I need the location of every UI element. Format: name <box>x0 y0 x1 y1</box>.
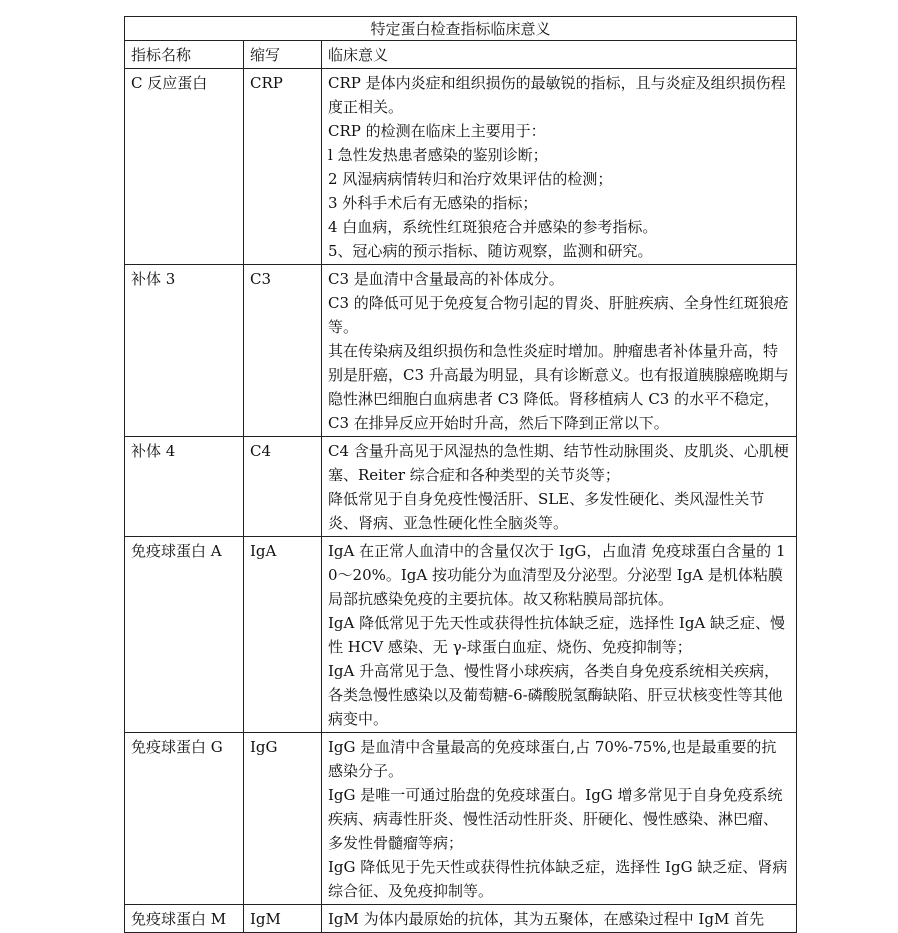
significance-paragraph: 5、冠心病的预示指标、随访观察，监测和研究。 <box>328 242 653 260</box>
significance-paragraph: IgM 为体内最原始的抗体，其为五聚体，在感染过程中 IgM 首先 <box>328 910 765 928</box>
significance-paragraph: 4 白血病，系统性红斑狼疮合并感染的参考指标。 <box>328 218 658 236</box>
table-row <box>125 733 797 905</box>
significance-paragraph: 降低常见于自身免疫性慢活肝、SLE、多发性硬化、类风湿性关节炎、肾病、亚急性硬化性全脑炎等。 <box>328 490 765 532</box>
significance-paragraph: C3 是血清中含量最高的补体成分。 <box>328 270 564 288</box>
significance-paragraph: l 急性发热患者感染的鉴别诊断； <box>328 146 548 164</box>
abbreviation-cell: IgA <box>244 537 322 733</box>
table-title: 特定蛋白检查指标临床意义 <box>125 17 797 41</box>
indicator-name-cell: 免疫球蛋白 G <box>125 733 244 905</box>
header-indicator-name: 指标名称 <box>125 41 244 69</box>
significance-paragraph: IgG 降低见于先天性或获得性抗体缺乏症，选择性 IgG 缺乏症、肾病综合征、及免疫抑制等。 <box>328 858 788 900</box>
significance-paragraph: CRP 是体内炎症和组织损伤的最敏锐的指标，且与炎症及组织损伤程度正相关。 <box>328 74 786 116</box>
table-row <box>125 437 797 537</box>
significance-paragraph: IgA 在正常人血清中的含量仅次于 IgG，占血清 免疫球蛋白含量的 10～20%。IgA 按功能分为血清型及分泌型。分泌型 IgA 是机体粘膜局部抗感染免疫的主要抗体。故又称粘膜局部抗体。 <box>328 542 786 608</box>
significance-paragraph: IgG 是唯一可通过胎盘的免疫球蛋白。IgG 增多常见于自身免疫系统疾病、病毒性肝炎、慢性活动性肝炎、肝硬化、慢性感染、淋巴瘤、多发性骨髓瘤等病； <box>328 786 783 852</box>
significance-paragraph: IgG 是血清中含量最高的免疫球蛋白,占 70%-75%,也是最重要的抗感染分子。 <box>328 738 777 780</box>
abbreviation-cell: C3 <box>244 265 322 437</box>
indicator-name-cell: 免疫球蛋白 M <box>125 905 244 933</box>
table-row <box>125 69 797 265</box>
significance-paragraph: IgA 降低常见于先天性或获得性抗体缺乏症，选择性 IgA 缺乏症、慢性 HCV 感染、无 γ-球蛋白血症、烧伤、免疫抑制等； <box>328 614 786 656</box>
indicator-name-cell: 补体 3 <box>125 265 244 437</box>
significance-paragraph: C3 的降低可见于免疫复合物引起的胃炎、肝脏疾病、全身性红斑狼疮等。 <box>328 294 789 336</box>
abbreviation-cell: IgM <box>244 905 322 933</box>
title-row <box>125 17 797 41</box>
clinical-significance-cell <box>322 69 797 265</box>
significance-paragraph: IgA 升高常见于急、慢性肾小球疾病，各类自身免疫系统相关疾病，各类急慢性感染以及葡萄糖-6-磷酸脱氢酶缺陷、肝豆状核变性等其他病变中。 <box>328 662 783 728</box>
clinical-significance-cell <box>322 733 797 905</box>
abbreviation-cell: CRP <box>244 69 322 265</box>
significance-paragraph: C4 含量升高见于风湿热的急性期、结节性动脉围炎、皮肌炎、心肌梗塞、Reiter 综合症和各种类型的关节炎等； <box>328 442 789 484</box>
table-row <box>125 537 797 733</box>
significance-paragraph: 其在传染病及组织损伤和急性炎症时增加。肿瘤患者补体量升高，特别是肝癌，C3 升高最为明显，具有诊断意义。也有报道胰腺癌晚期与隐性淋巴细胞白血病患者 C3 降低。肾移植病人 C3 的水平不稳定，C3 在排异反应开始时升高，然后下降到正常以下。 <box>328 342 789 432</box>
indicator-name-cell: 补体 4 <box>125 437 244 537</box>
significance-paragraph: CRP 的检测在临床上主要用于： <box>328 122 546 140</box>
clinical-significance-cell <box>322 537 797 733</box>
header-abbreviation: 缩写 <box>244 41 322 69</box>
header-row <box>125 41 797 69</box>
abbreviation-cell: C4 <box>244 437 322 537</box>
clinical-significance-cell <box>322 265 797 437</box>
significance-paragraph: 2 风湿病病情转归和治疗效果评估的检测； <box>328 170 613 188</box>
protein-indicator-table <box>124 16 797 933</box>
clinical-significance-cell <box>322 437 797 537</box>
header-clinical-significance: 临床意义 <box>322 41 797 69</box>
abbreviation-cell: IgG <box>244 733 322 905</box>
document-page <box>124 16 796 933</box>
indicator-name-cell: C 反应蛋白 <box>125 69 244 265</box>
table-row <box>125 265 797 437</box>
significance-paragraph: 3 外科手术后有无感染的指标； <box>328 194 538 212</box>
indicator-name-cell: 免疫球蛋白 A <box>125 537 244 733</box>
